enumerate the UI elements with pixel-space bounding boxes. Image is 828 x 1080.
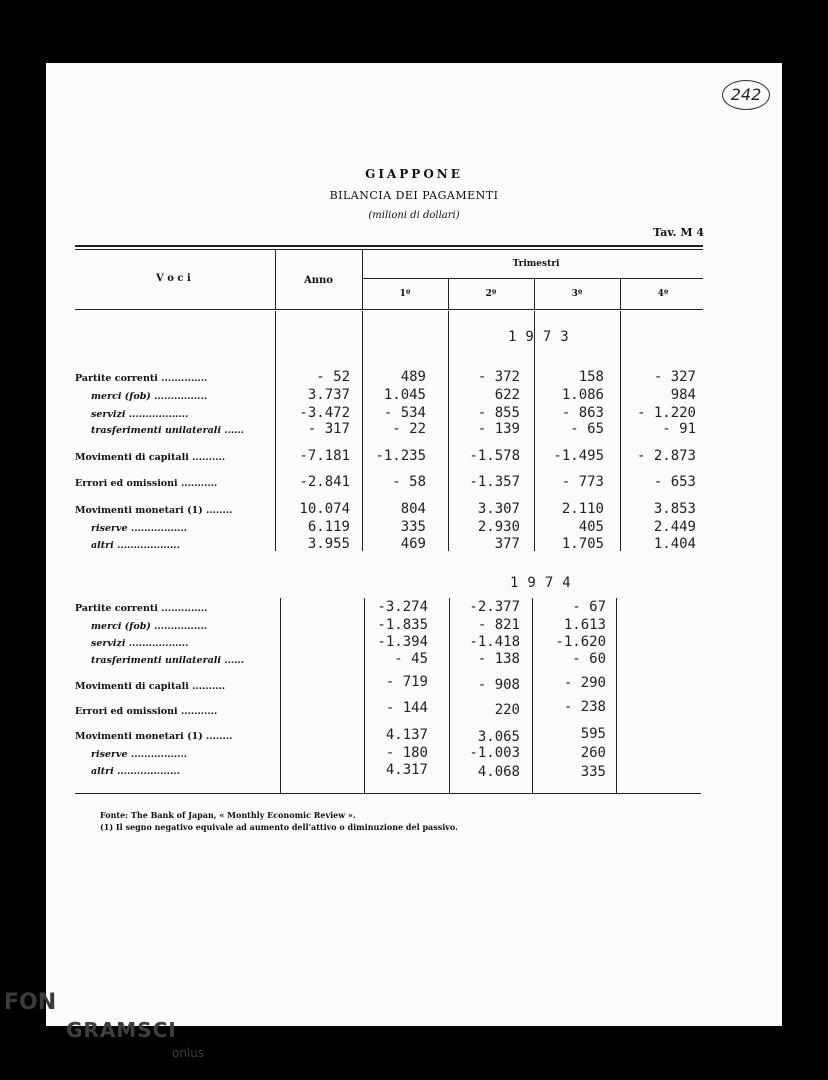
cell-anno: 3.737 <box>307 387 350 403</box>
cell-q1: 335 <box>400 519 426 535</box>
cell-q2: - 139 <box>477 421 520 437</box>
sign-footnote: (1) Il segno negativo equivale ad aumento dell'attivo o diminuzione del passivo. <box>100 822 458 832</box>
units-note: (milioni di dollari) <box>368 210 460 221</box>
table-reference: Tav. M 4 <box>653 226 704 239</box>
cell-q3: - 67 <box>572 599 606 615</box>
header-bottom-rule <box>75 309 703 310</box>
trimestri-rule <box>362 278 703 279</box>
cell-q4: - 327 <box>653 369 696 385</box>
header-q3: 3º <box>571 289 583 299</box>
header-voci: V o c i <box>156 273 191 284</box>
cell-q2: 3.307 <box>477 501 520 517</box>
cell-q1: - 719 <box>385 674 428 690</box>
row-label: servizi .................. <box>91 409 189 420</box>
cell-q2: 3.065 <box>477 729 520 745</box>
page-number-stamp: 242 <box>722 80 770 110</box>
cell-anno: 3.955 <box>307 536 350 552</box>
cell-q3: - 65 <box>570 421 604 437</box>
body-divider-q3-1973 <box>620 311 621 551</box>
table-bottom-rule <box>75 793 701 794</box>
cell-q3: 335 <box>580 764 606 780</box>
document-page <box>46 63 782 1026</box>
body-divider-voci-1973 <box>275 311 276 551</box>
row-label: riserve ................. <box>91 749 188 760</box>
row-label: altri ................... <box>91 540 180 551</box>
cell-q1: -1.235 <box>375 448 426 464</box>
cell-q4: 984 <box>670 387 696 403</box>
cell-q3: 2.110 <box>561 501 604 517</box>
row-label: trasferimenti unilaterali ...... <box>91 425 245 436</box>
body-divider-anno-1974 <box>364 598 365 793</box>
row-label: merci (fob) ................ <box>91 621 208 632</box>
header-anno: Anno <box>304 275 333 286</box>
cell-q2: -1.003 <box>469 745 520 761</box>
row-label: Partite correnti .............. <box>75 603 208 614</box>
cell-q4: - 91 <box>662 421 696 437</box>
cell-q2: 622 <box>494 387 520 403</box>
cell-q1: - 144 <box>385 700 428 716</box>
cell-q4: - 653 <box>653 474 696 490</box>
watermark-onlus: onlus <box>172 1046 205 1060</box>
year-heading-1973: 1973 <box>508 329 578 345</box>
row-label: Errori ed omissioni ........... <box>75 706 218 717</box>
cell-q3: 1.086 <box>561 387 604 403</box>
watermark-fondazione: FON <box>4 990 57 1015</box>
cell-q1: - 58 <box>392 474 426 490</box>
row-label: Movimenti monetari (1) ........ <box>75 731 233 742</box>
col-divider-anno <box>362 249 363 309</box>
col-divider-voci <box>275 249 276 309</box>
cell-q2: - 908 <box>477 677 520 693</box>
cell-q1: 804 <box>400 501 426 517</box>
cell-q2: - 372 <box>477 369 520 385</box>
body-divider-q1-1973 <box>448 311 449 551</box>
row-label: Partite correnti .............. <box>75 373 208 384</box>
cell-q3: 1.613 <box>563 617 606 633</box>
cell-anno: 10.074 <box>299 501 350 517</box>
watermark-gramsci: GRAMSCI <box>66 1018 177 1042</box>
cell-q2: -2.377 <box>469 599 520 615</box>
row-label: riserve ................. <box>91 523 188 534</box>
body-divider-q2-1973 <box>534 311 535 551</box>
cell-q1: 489 <box>400 369 426 385</box>
cell-q1: 4.137 <box>385 727 428 743</box>
cell-q2: 4.068 <box>477 764 520 780</box>
cell-q2: -1.578 <box>469 448 520 464</box>
year-heading-1974: 1974 <box>510 575 580 591</box>
cell-q1: 4.317 <box>385 762 428 778</box>
cell-q4: - 2.873 <box>636 448 696 464</box>
cell-q1: - 45 <box>394 651 428 667</box>
cell-q3: 595 <box>580 726 606 742</box>
header-top-rule <box>75 245 703 247</box>
document-title: GIAPPONE <box>365 167 463 181</box>
cell-q2: - 138 <box>477 651 520 667</box>
header-q2: 2º <box>485 289 497 299</box>
source-footnote: Fonte: The Bank of Japan, « Monthly Economic Review ». <box>100 810 356 820</box>
cell-q3: 260 <box>580 745 606 761</box>
cell-q3: - 773 <box>561 474 604 490</box>
cell-q1: 1.045 <box>383 387 426 403</box>
row-label: Movimenti di capitali .......... <box>75 681 226 692</box>
cell-q3: - 238 <box>563 699 606 715</box>
cell-q3: 158 <box>578 369 604 385</box>
cell-q1: -1.835 <box>377 617 428 633</box>
cell-q1: - 180 <box>385 745 428 761</box>
cell-q2: 377 <box>494 536 520 552</box>
header-top-rule-thin <box>75 249 703 250</box>
header-q4: 4º <box>657 289 669 299</box>
cell-anno: - 52 <box>316 369 350 385</box>
document-subtitle: BILANCIA DEI PAGAMENTI <box>329 189 499 202</box>
body-divider-anno-1973 <box>362 311 363 551</box>
cell-q2: -1.357 <box>469 474 520 490</box>
cell-q4: 2.449 <box>653 519 696 535</box>
cell-q4: - 1.220 <box>636 405 696 421</box>
cell-q2: - 821 <box>477 617 520 633</box>
cell-anno: - 317 <box>307 421 350 437</box>
header-trimestri: Trimestri <box>512 259 560 269</box>
cell-q3: 1.705 <box>561 536 604 552</box>
cell-q1: - 22 <box>392 421 426 437</box>
row-label: merci (fob) ................ <box>91 391 208 402</box>
cell-q3: -1.620 <box>555 634 606 650</box>
cell-q3: - 290 <box>563 675 606 691</box>
cell-q1: -3.274 <box>377 599 428 615</box>
header-q1: 1º <box>399 289 411 299</box>
row-label: Errori ed omissioni ........... <box>75 478 218 489</box>
cell-q2: 2.930 <box>477 519 520 535</box>
body-divider-q2-1974 <box>532 598 533 793</box>
cell-q3: -1.495 <box>553 448 604 464</box>
body-divider-q1-1974 <box>449 598 450 793</box>
cell-q1: - 534 <box>383 405 426 421</box>
cell-q4: 3.853 <box>653 501 696 517</box>
cell-q3: - 863 <box>561 405 604 421</box>
cell-q1: -1.394 <box>377 634 428 650</box>
cell-anno: -7.181 <box>299 448 350 464</box>
row-label: altri ................... <box>91 766 180 777</box>
cell-q4: 1.404 <box>653 536 696 552</box>
cell-anno: -3.472 <box>299 405 350 421</box>
row-label: Movimenti di capitali .......... <box>75 452 226 463</box>
cell-q3: - 60 <box>572 651 606 667</box>
cell-q1: 469 <box>400 536 426 552</box>
cell-q2: - 855 <box>477 405 520 421</box>
cell-q2: 220 <box>494 702 520 718</box>
cell-anno: -2.841 <box>299 474 350 490</box>
row-label: servizi .................. <box>91 638 189 649</box>
cell-q3: 405 <box>578 519 604 535</box>
row-label: Movimenti monetari (1) ........ <box>75 505 233 516</box>
cell-q2: -1.418 <box>469 634 520 650</box>
cell-anno: 6.119 <box>307 519 350 535</box>
body-divider-q3-1974 <box>616 598 617 793</box>
row-label: trasferimenti unilaterali ...... <box>91 655 245 666</box>
body-divider-voci-1974 <box>280 598 281 793</box>
